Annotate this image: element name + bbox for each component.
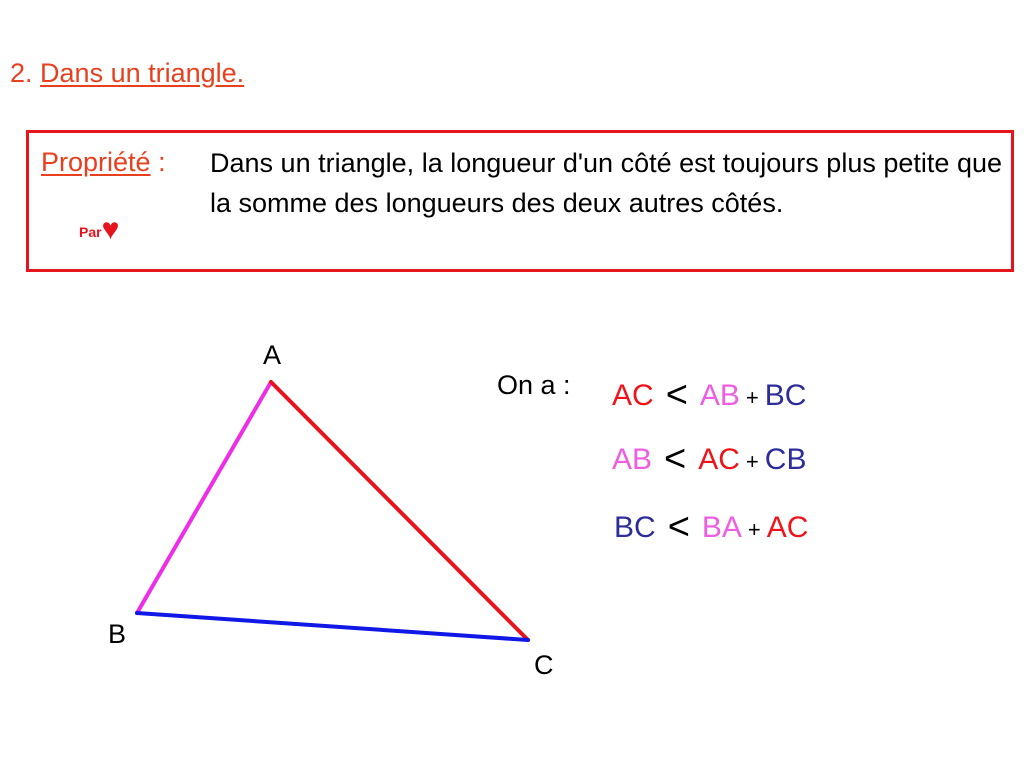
plus-sign: + bbox=[745, 449, 759, 474]
inequality-term-1: BA bbox=[701, 511, 742, 544]
inequality-term-2: AC bbox=[766, 511, 809, 544]
property-label-word: Propriété bbox=[41, 147, 151, 177]
less-than-sign: < bbox=[667, 506, 690, 548]
vertex-label-a: A bbox=[263, 340, 282, 370]
side-ab bbox=[137, 382, 271, 613]
inequality-row-1 bbox=[612, 372, 806, 415]
inequality-term-1: AB bbox=[699, 379, 740, 412]
section-title: Dans un triangle. bbox=[40, 58, 245, 88]
inequality-lhs: AC bbox=[612, 379, 654, 412]
inequality-lhs: AB bbox=[612, 443, 653, 476]
inequalities-intro: On a : bbox=[497, 370, 571, 400]
inequality-row-3 bbox=[614, 504, 808, 547]
side-bc bbox=[137, 613, 528, 640]
property-statement: Dans un triangle, la longueur d'un côté est toujours plus petite que la somme des longueurs des deux autres côtés. bbox=[210, 148, 1002, 218]
plus-sign: + bbox=[745, 385, 759, 410]
author-prefix: Par bbox=[79, 224, 102, 240]
section-number: 2. bbox=[10, 58, 33, 88]
inequality-term-2: BC bbox=[764, 379, 807, 412]
less-than-sign: < bbox=[664, 438, 687, 480]
plus-sign: + bbox=[747, 517, 761, 542]
vertex-label-b: B bbox=[108, 619, 127, 649]
vertex-label-c: C bbox=[534, 650, 554, 680]
less-than-sign: < bbox=[665, 374, 688, 416]
heart-icon: ♥ bbox=[101, 213, 120, 246]
inequality-term-2: CB bbox=[764, 443, 807, 476]
property-label-colon: : bbox=[158, 147, 166, 177]
inequality-lhs: BC bbox=[614, 511, 656, 544]
inequality-row-2 bbox=[612, 436, 806, 479]
side-ac bbox=[271, 382, 528, 640]
inequality-term-1: AC bbox=[698, 443, 740, 476]
